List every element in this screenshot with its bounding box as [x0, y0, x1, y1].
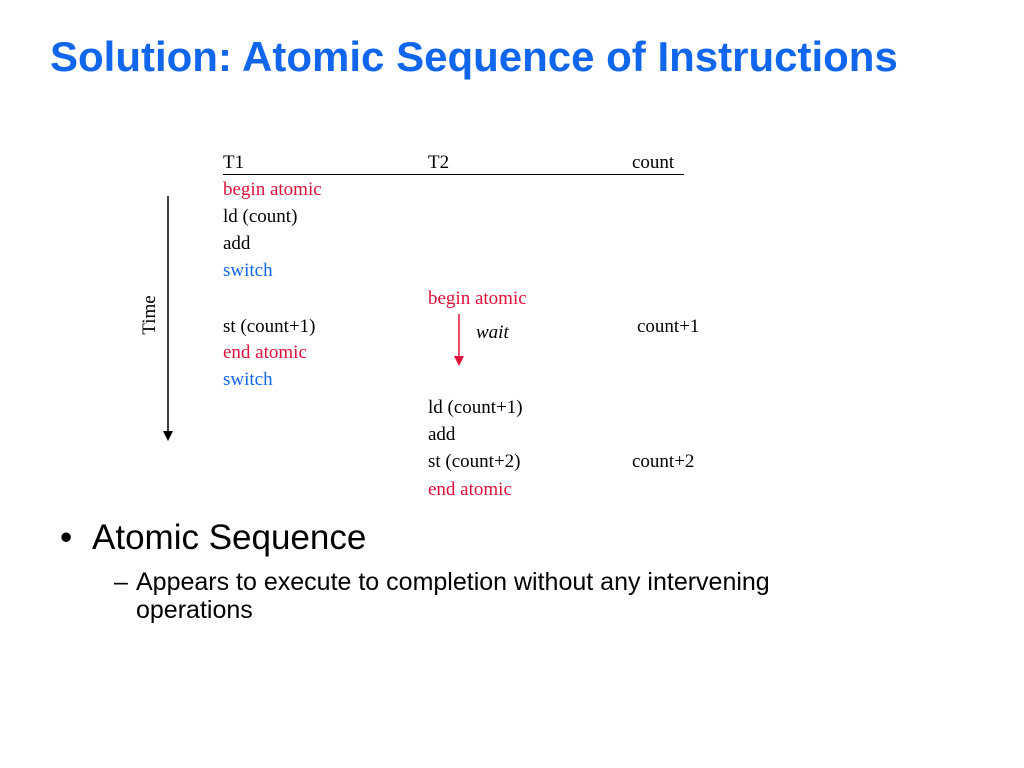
t1-step-store: st (count+1) [223, 316, 316, 337]
t2-step-ld-count: ld (count+1) [428, 397, 523, 418]
bullet-sub-text: Appears to execute to completion without any intervening operations [136, 568, 770, 624]
header-t2: T2 [428, 152, 450, 173]
bullet-dot: • [60, 518, 73, 557]
time-axis-label: Time [139, 295, 160, 335]
header-count: count [632, 152, 675, 173]
count-value-2: count+2 [632, 451, 695, 472]
bullet-dash: – [114, 568, 128, 596]
time-arrow [163, 196, 173, 441]
t1-step-begin-atomic: begin atomic [223, 179, 322, 200]
t1-step-add: add [223, 233, 251, 254]
wait-label: wait [476, 322, 509, 343]
bullet-main-text: Atomic Sequence [92, 518, 367, 557]
bullet-main [60, 518, 366, 558]
t1-step-switch: switch [223, 260, 273, 281]
header-t1: T1 [223, 152, 245, 173]
t1-step-ld-count: ld (count) [223, 206, 298, 227]
page-title: Solution: Atomic Sequence of Instructions [50, 33, 898, 80]
t2-step-store: st (count+2) [428, 451, 521, 472]
count-value-1: count+1 [637, 316, 700, 337]
t1-step-end-atomic: end atomic [223, 342, 307, 363]
t2-step-begin-atomic: begin atomic [428, 288, 527, 309]
t2-step-add: add [428, 424, 456, 445]
wait-arrow [454, 314, 464, 366]
t2-step-end-atomic: end atomic [428, 479, 512, 500]
bullet-sub [114, 568, 874, 624]
t1-step-switch-2: switch [223, 369, 273, 390]
